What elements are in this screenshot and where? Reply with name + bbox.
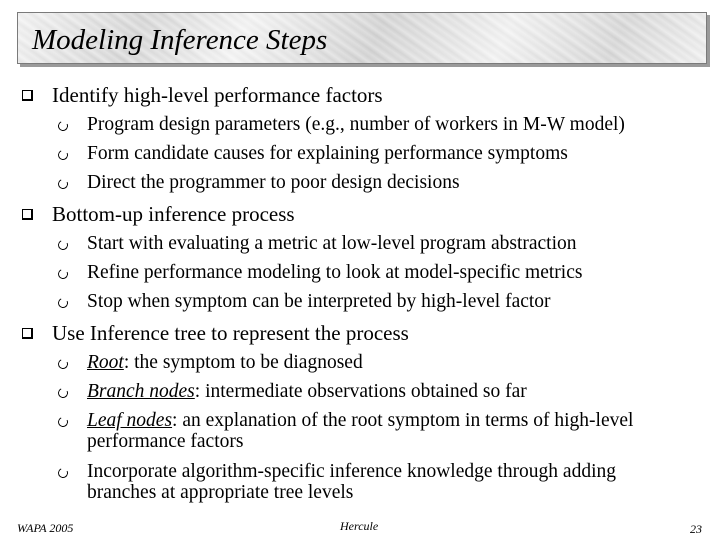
item-text: Incorporate algorithm-specific inference knowledge through adding branches at appropriate tree levels: [87, 461, 617, 503]
term-description: : the symptom to be diagnosed: [123, 352, 363, 373]
term-root: Root: [87, 352, 124, 373]
section-heading: Bottom-up inference process: [52, 202, 295, 226]
circle-bullet-icon: [57, 358, 70, 371]
section-heading: Use Inference tree to represent the process: [52, 321, 409, 345]
circle-bullet-icon: [57, 120, 70, 133]
list-item: Start with evaluating a metric at low-level program abstraction: [87, 233, 577, 254]
circle-bullet-icon: [57, 268, 70, 281]
list-item: Form candidate causes for explaining performance symptoms: [87, 143, 568, 164]
circle-bullet-icon: [57, 416, 70, 429]
footer-left: WAPA 2005: [17, 521, 74, 535]
list-item: [87, 410, 677, 452]
list-item: Direct the programmer to poor design decisions: [87, 172, 460, 193]
circle-bullet-icon: [57, 149, 70, 162]
square-bullet-icon: [22, 328, 33, 339]
circle-bullet-icon: [57, 387, 70, 400]
square-bullet-icon: [22, 90, 33, 101]
circle-bullet-icon: [57, 467, 70, 480]
list-item: Program design parameters (e.g., number of workers in M-W model): [87, 114, 625, 135]
list-item: [87, 352, 697, 373]
title-bar: [17, 12, 707, 64]
section-heading: Identify high-level performance factors: [52, 83, 383, 107]
list-item: Stop when symptom can be interpreted by high-level factor: [87, 291, 551, 312]
footer-center: Hercule: [340, 519, 379, 533]
list-item: [87, 461, 687, 503]
circle-bullet-icon: [57, 178, 70, 191]
circle-bullet-icon: [57, 239, 70, 252]
term-description: : intermediate observations obtained so far: [194, 381, 527, 402]
list-item: Refine performance modeling to look at model-specific metrics: [87, 262, 583, 283]
page-number: 23: [690, 522, 702, 536]
circle-bullet-icon: [57, 297, 70, 310]
slide-title: Modeling Inference Steps: [32, 24, 328, 56]
term-leaf-nodes: Leaf nodes: [87, 410, 173, 431]
term-description: : an explanation of the root symptom in terms of high-level performance factors: [87, 410, 634, 452]
square-bullet-icon: [22, 209, 33, 220]
list-item: [87, 381, 697, 402]
term-branch-nodes: Branch nodes: [87, 381, 195, 402]
